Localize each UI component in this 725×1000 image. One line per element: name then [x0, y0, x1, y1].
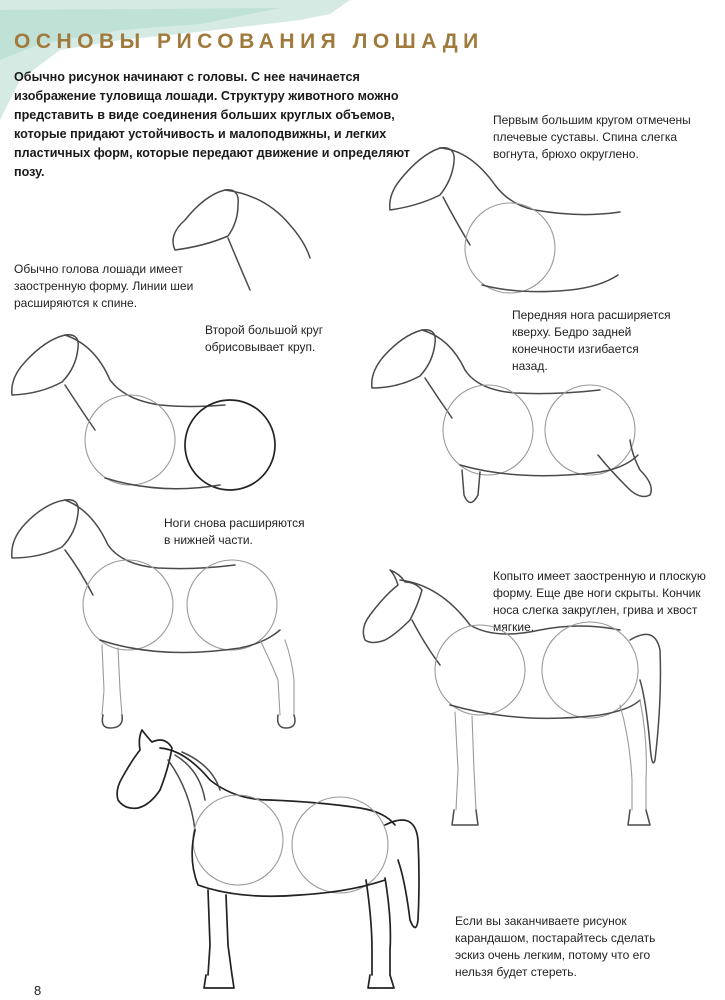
sketch-step-6-hooves-mane-tail	[363, 570, 660, 825]
caption-step-6: Копыто имеет заостренную и плоскую форму. Еще две ноги скрыты. Кончик носа слегка закруглен, грива и хвост мягкие.	[493, 569, 706, 634]
sketch-step-3-second-circle	[12, 335, 275, 490]
caption-step-3: Второй большой круг обрисовывает круп.	[205, 323, 324, 354]
caption-step-2: Первым большим кругом отмечены плечевые суставы. Спина слегка вогнута, брюхо округлено.	[493, 113, 691, 161]
intro-paragraph: Обычно рисунок начинают с головы. С нее начинается изображение туловища лошади. Структуру животного можно представить в виде соединения больших круглых объемов, которые придают устойчивость и малоподвижны, и легких пластичных форм, которые передают движение и определяют позу.	[14, 70, 410, 179]
sketch-step-1-head-neck	[173, 190, 310, 290]
caption-step-7: Если вы заканчиваете рисунок карандашом, постарайтесь сделать эскиз очень легким, потому что его нельзя будет стереть.	[455, 914, 656, 979]
caption-step-4: Передняя нога расширяется кверху. Бедро задней конечности изгибается назад.	[512, 308, 671, 373]
page-number: 8	[34, 983, 42, 998]
sketch-step-5-legs-extend	[12, 500, 295, 728]
caption-step-5: Ноги снова расширяются в нижней части.	[164, 516, 305, 547]
sketch-step-7-finished-horse	[117, 730, 419, 988]
sketch-step-2-first-circle	[390, 148, 620, 293]
caption-step-1: Обычно голова лошади имеет заостренную форму. Линии шеи расширяются к спине.	[14, 262, 194, 310]
sketch-step-4-legs-begin	[372, 330, 652, 503]
page-title: ОСНОВЫ РИСОВАНИЯ ЛОШАДИ	[14, 30, 484, 53]
